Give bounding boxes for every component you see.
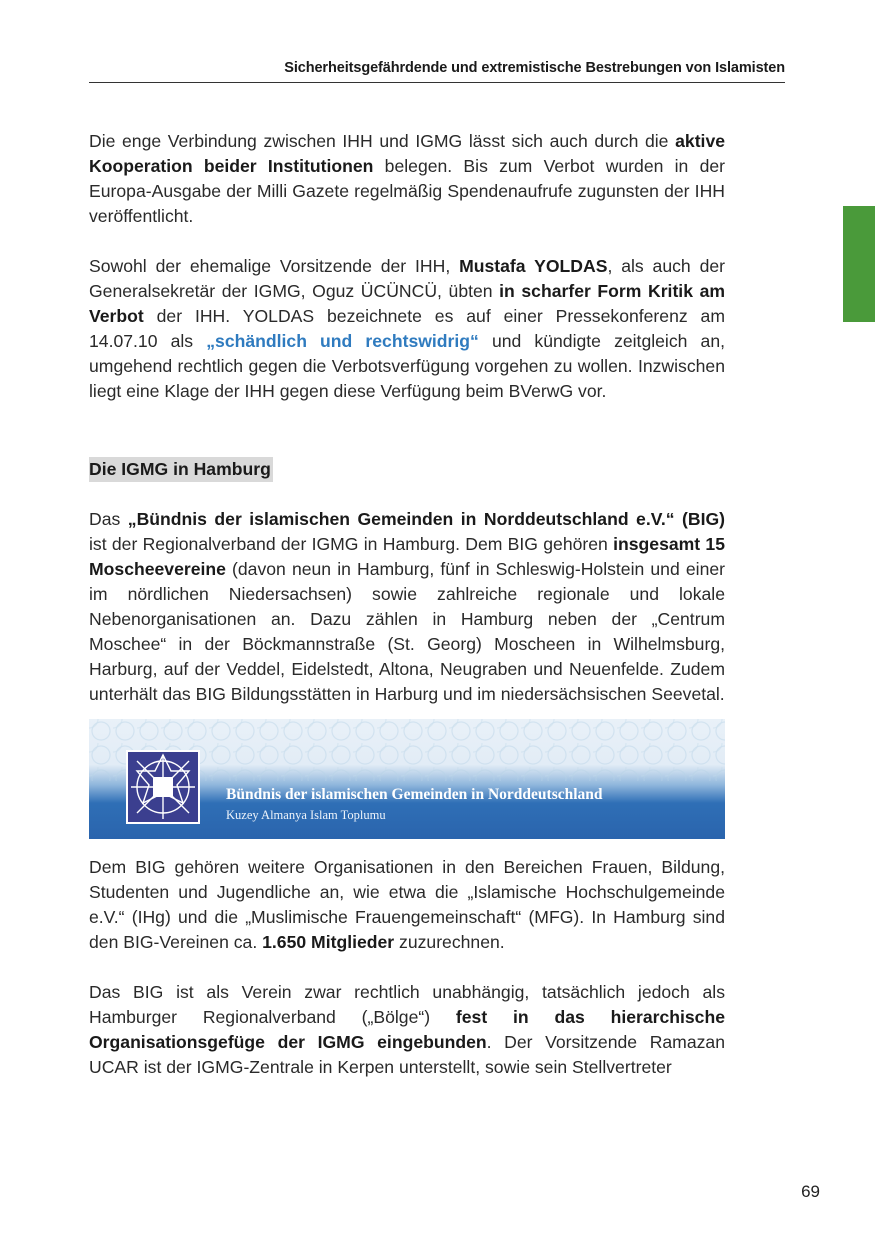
section-heading: Die IGMG in Hamburg	[89, 457, 273, 482]
paragraph-5-text-2: . Der Vorsitzende Ramazan UCAR ist der IGMG-Zentrale in Kerpen unterstellt, sowie sein Stellvertreter	[89, 1032, 725, 1077]
paragraph-5	[89, 980, 725, 1080]
chapter-tab-marker	[843, 206, 875, 322]
paragraph-4-text-1: Dem BIG gehören weitere Organisationen in den Bereichen Frauen, Bildung, Studenten und Jugendliche an, wie etwa die „Islamische Hochschulgemeinde e.V.“ (IHg) und die „Muslimische Frauengemeinschaft“ (MFG). In Hamburg sind den BIG-Vereinen ca.	[89, 857, 725, 952]
banner-title: Bündnis der islamischen Gemeinden in Norddeutschland	[226, 786, 603, 803]
paragraph-2-text-3: der IHH. YOLDAS bezeichnete es auf einer Pressekonferenz am 14.07.10 als	[89, 306, 725, 351]
paragraph-3-text-1: Das	[89, 509, 128, 529]
geometric-star-logo-icon	[125, 749, 201, 825]
paragraph-1	[89, 129, 725, 229]
paragraph-2-quote: „schändlich und rechtswidrig“	[206, 331, 479, 351]
paragraph-3-text-3: (davon neun in Hamburg, fünf in Schleswig-Holstein und einer im nördlichen Niedersachsen) sowie zahlreiche regionale und lokale Nebenorganisationen an. Dazu zählen in Hamburg neben der „Centrum Moschee“ in der Böckmannstraße (St. Georg) Moscheen in Wilhelmsburg, Harburg, auf der Veddel, Eidelstedt, Altona, Neugraben und Neuenfelde. Zudem unterhält das BIG Bildungsstätten in Harburg und im niedersächsischen Seevetal.	[89, 559, 725, 704]
paragraph-3-text-2: ist der Regionalverband der IGMG in Hamburg. Dem BIG gehören	[89, 534, 614, 554]
page-number: 69	[801, 1182, 820, 1201]
paragraph-3-bold-2: insgesamt 15 Moscheevereine	[89, 534, 725, 579]
paragraph-3	[89, 507, 725, 707]
paragraph-5-bold-1: fest in das hierarchische Organisationsgefüge der IGMG eingebunden	[89, 1007, 725, 1052]
paragraph-1-text-2: belegen. Bis zum Verbot wurden in der Europa-Ausgabe der Milli Gazete regelmäßig Spendenaufrufe zugunsten der IHH veröffentlicht.	[89, 156, 725, 226]
paragraph-4	[89, 855, 725, 955]
paragraph-2-bold-name: Mustafa YOLDAS	[459, 256, 608, 276]
paragraph-2-bold-2: in scharfer Form Kritik am Verbot	[89, 281, 725, 326]
paragraph-2-text-2: , als auch der Generalsekretär der IGMG, Oguz ÜCÜNCÜ, übten	[89, 256, 726, 301]
paragraph-3-bold-1: „Bündnis der islamischen Gemeinden in Norddeutschland e.V.“ (BIG)	[127, 509, 725, 529]
banner-subtitle: Kuzey Almanya Islam Toplumu	[226, 808, 386, 822]
page-body	[89, 129, 725, 1080]
big-banner-image	[89, 719, 725, 839]
paragraph-2-text-1: Sowohl der ehemalige Vorsitzende der IHH,	[89, 256, 460, 276]
running-header	[89, 60, 785, 83]
paragraph-1-bold-1: aktive Kooperation beider Institutionen	[89, 131, 726, 176]
running-header-title: Sicherheitsgefährdende und extremistische Bestrebungen von Islamisten	[284, 60, 785, 76]
paragraph-2	[89, 254, 725, 404]
paragraph-1-text-1: Die enge Verbindung zwischen IHH und IGMG lässt sich auch durch die	[89, 131, 669, 151]
paragraph-2-text-4: und kündigte zeitgleich an, umgehend rechtlich gegen die Verbotsverfügung vorgehen zu wollen. Inzwischen liegt eine Klage der IHH gegen diese Verfügung beim BVerwG vor.	[89, 331, 725, 401]
section-heading-wrap	[89, 457, 725, 482]
paragraph-4-bold-1: 1.650 Mitglieder	[262, 932, 395, 952]
paragraph-4-text-2: zuzurechnen.	[394, 932, 505, 952]
paragraph-5-text-1: Das BIG ist als Verein zwar rechtlich unabhängig, tatsächlich jedoch als Hamburger Regionalverband („Bölge“)	[89, 982, 725, 1027]
